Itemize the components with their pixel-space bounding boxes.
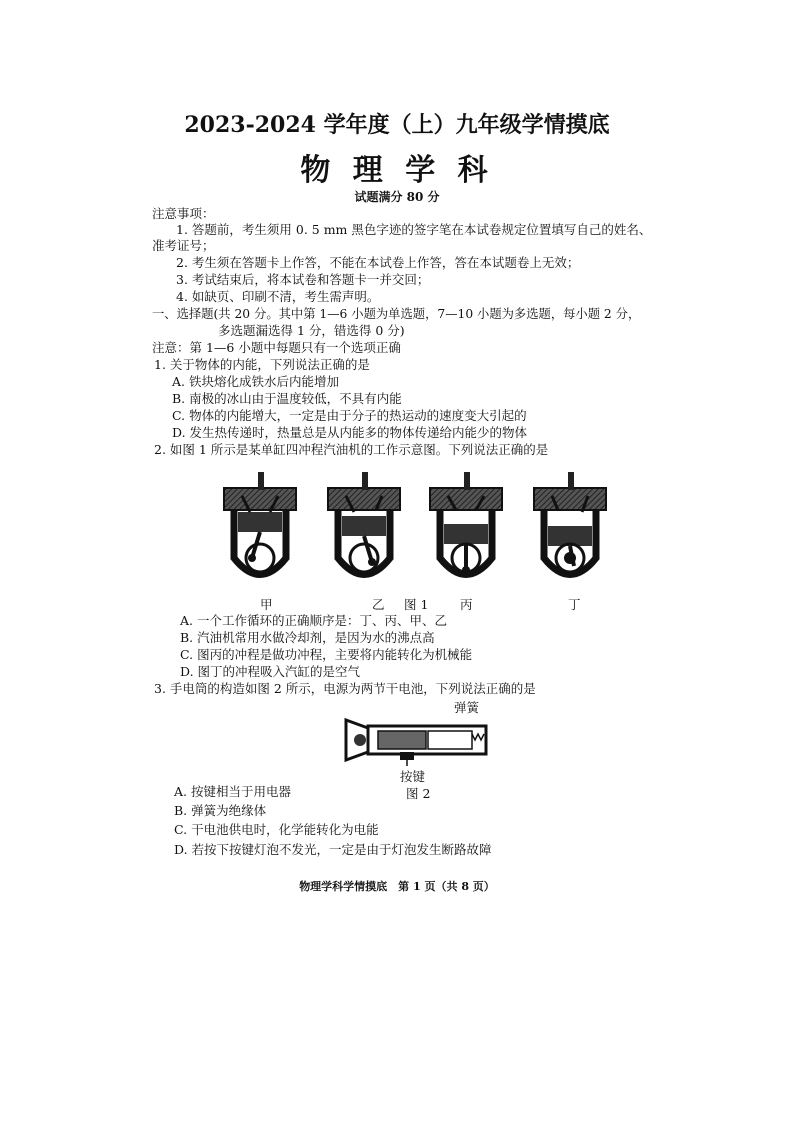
q2-option-a: A. 一个工作循环的正确顺序是：丁、丙、甲、乙: [180, 613, 447, 628]
engine-yi: [328, 472, 400, 575]
page-footer: 物理学科学情摸底 第 1 页（共 8 页）: [299, 880, 495, 893]
engine-figure: [220, 466, 620, 594]
q3-option-a: A. 按键相当于用电器: [174, 784, 291, 799]
fig1-caption: 图 1: [404, 597, 429, 612]
subject-title: 物 理 学 科: [300, 153, 494, 188]
section-heading: 一、选择题(共 20 分。其中第 1—6 小题为单选题，7—10 小题为多选题，每小题 2 分，: [152, 307, 641, 321]
q2-option-d: D. 图丁的冲程吸入汽缸的是空气: [180, 664, 361, 679]
q1-option-c: C. 物体的内能增大，一定是由于分子的热运动的速度变大引起的: [172, 408, 527, 423]
note-item-1a: 1. 答题前，考生须用 0. 5 mm 黑色字迹的签字笔在本试卷规定位置填写自己的姓名、: [176, 222, 652, 237]
q2-stem: 2. 如图 1 所示是某单缸四冲程汽油机的工作示意图。下列说法正确的是: [154, 442, 549, 457]
note-item-4: 4. 如缺页、印刷不清，考生需声明。: [176, 289, 380, 304]
section-note: 注意：第 1—6 小题中每题只有一个选项正确: [152, 340, 401, 355]
full-score: 试题满分 80 分: [354, 190, 440, 204]
q3-option-b: B. 弹簧为绝缘体: [174, 803, 267, 818]
fig2-button-label: 按键: [400, 769, 426, 784]
fig1-label-ding: 丁: [568, 597, 581, 612]
engine-bing: [430, 472, 502, 575]
q1-option-b: B. 南极的冰山由于温度较低，不具有内能: [172, 391, 402, 406]
q2-option-b: B. 汽油机常用水做冷却剂，是因为水的沸点高: [180, 630, 435, 645]
flashlight-figure: [342, 714, 492, 766]
q1-option-d: D. 发生热传递时，热量总是从内能多的物体传递给内能少的物体: [172, 425, 528, 440]
q3-stem: 3. 手电筒的构造如图 2 所示，电源为两节干电池，下列说法正确的是: [154, 681, 536, 696]
q1-stem: 1. 关于物体的内能，下列说法正确的是: [154, 357, 370, 372]
q1-option-a: A. 铁块熔化成铁水后内能增加: [172, 374, 339, 389]
q3-option-d: D. 若按下按键灯泡不发光，一定是由于灯泡发生断路故障: [174, 842, 492, 857]
exam-title: 2023-2024 学年度（上）九年级学情摸底: [184, 112, 610, 138]
note-item-2: 2. 考生须在答题卡上作答，不能在本试卷上作答，答在本试题卷上无效；: [176, 255, 580, 270]
engine-jia: [224, 472, 296, 575]
section-heading-cont: 多选题漏选得 1 分，错选得 0 分): [218, 323, 405, 338]
engine-ding: [534, 472, 606, 575]
note-item-1b: 准考证号；: [152, 238, 215, 253]
fig1-label-yi: 乙: [372, 597, 385, 612]
fig2-spring-label: 弹簧: [454, 700, 480, 715]
fig1-label-bing: 丙: [460, 597, 473, 612]
q2-option-c: C. 图丙的冲程是做功冲程，主要将内能转化为机械能: [180, 647, 473, 662]
notes-heading: 注意事项：: [152, 206, 215, 221]
flashlight-diagram: [342, 714, 492, 766]
engine-diagrams: [220, 466, 620, 594]
fig1-label-jia: 甲: [260, 597, 273, 612]
q3-option-c: C. 干电池供电时，化学能转化为电能: [174, 822, 379, 837]
note-item-3: 3. 考试结束后，将本试卷和答题卡一并交回；: [176, 272, 430, 287]
fig2-caption: 图 2: [406, 786, 431, 801]
